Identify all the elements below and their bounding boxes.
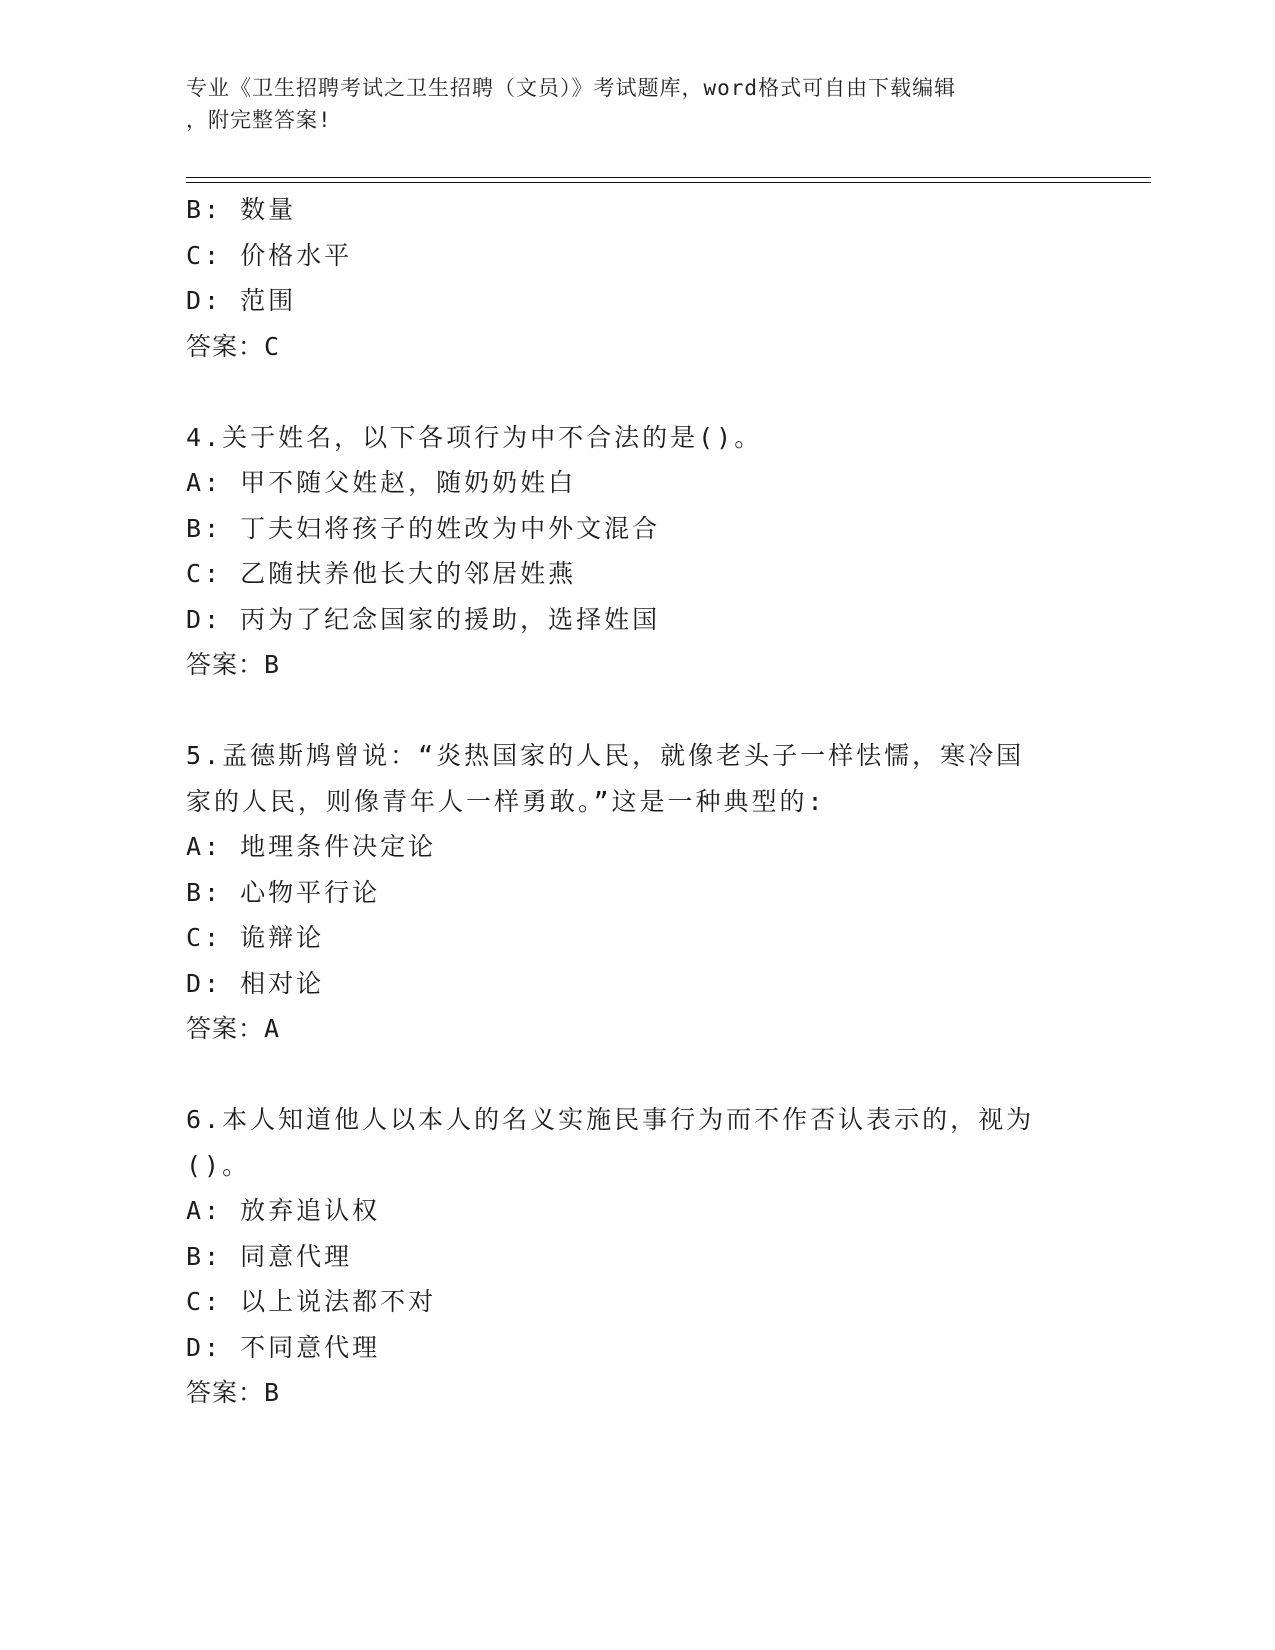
question-3-continued <box>186 187 1066 369</box>
option-c: C: 乙随扶养他长大的邻居姓燕 <box>186 559 577 588</box>
option-a: A: 甲不随父姓赵，随奶奶姓白 <box>186 468 577 497</box>
question-6 <box>186 1097 1066 1416</box>
question-stem: 家的人民，则像青年人一样勇敢。”这是一种典型的: <box>186 786 826 816</box>
question-stem: 5.孟德斯鸠曾说：“炎热国家的人民，就像老头子一样怯懦，寒冷国 <box>186 741 1025 770</box>
option-c: C: 诡辩论 <box>186 923 325 952</box>
option-a: A: 放弃追认权 <box>186 1196 381 1225</box>
option-a: A: 地理条件决定论 <box>186 832 437 861</box>
spacer <box>186 369 1066 415</box>
header-line-2: ，附完整答案! <box>186 108 332 132</box>
spacer <box>186 1052 1066 1098</box>
option-c: C: 以上说法都不对 <box>186 1287 437 1316</box>
question-list <box>186 187 1066 1416</box>
document-header <box>186 72 1066 136</box>
header-line-1: 专业《卫生招聘考试之卫生招聘（文员）》考试题库，word格式可自由下载编辑 <box>186 76 957 100</box>
option-b: B: 数量 <box>186 195 297 224</box>
question-5 <box>186 733 1066 1052</box>
question-stem: 6.本人知道他人以本人的名义实施民事行为而不作否认表示的，视为 <box>186 1105 1035 1134</box>
question-4 <box>186 415 1066 688</box>
option-b: B: 丁夫妇将孩子的姓改为中外文混合 <box>186 513 661 543</box>
header-divider-top <box>186 177 1151 178</box>
option-d: D: 相对论 <box>186 968 325 998</box>
answer-line: 答案：C <box>186 331 281 361</box>
option-b: B: 心物平行论 <box>186 877 381 907</box>
option-c: C: 价格水平 <box>186 240 353 270</box>
answer-line: 答案：B <box>186 1378 281 1407</box>
answer-line: 答案：B <box>186 650 281 679</box>
spacer <box>186 688 1066 734</box>
option-d: D: 丙为了纪念国家的援助，选择姓国 <box>186 604 661 634</box>
header-divider-bottom <box>186 182 1151 183</box>
option-b: B: 同意代理 <box>186 1241 353 1271</box>
option-d: D: 不同意代理 <box>186 1332 381 1362</box>
question-stem: 4.关于姓名，以下各项行为中不合法的是()。 <box>186 422 763 452</box>
answer-line: 答案：A <box>186 1014 281 1043</box>
option-d: D: 范围 <box>186 286 297 315</box>
question-stem: ()。 <box>186 1150 251 1180</box>
